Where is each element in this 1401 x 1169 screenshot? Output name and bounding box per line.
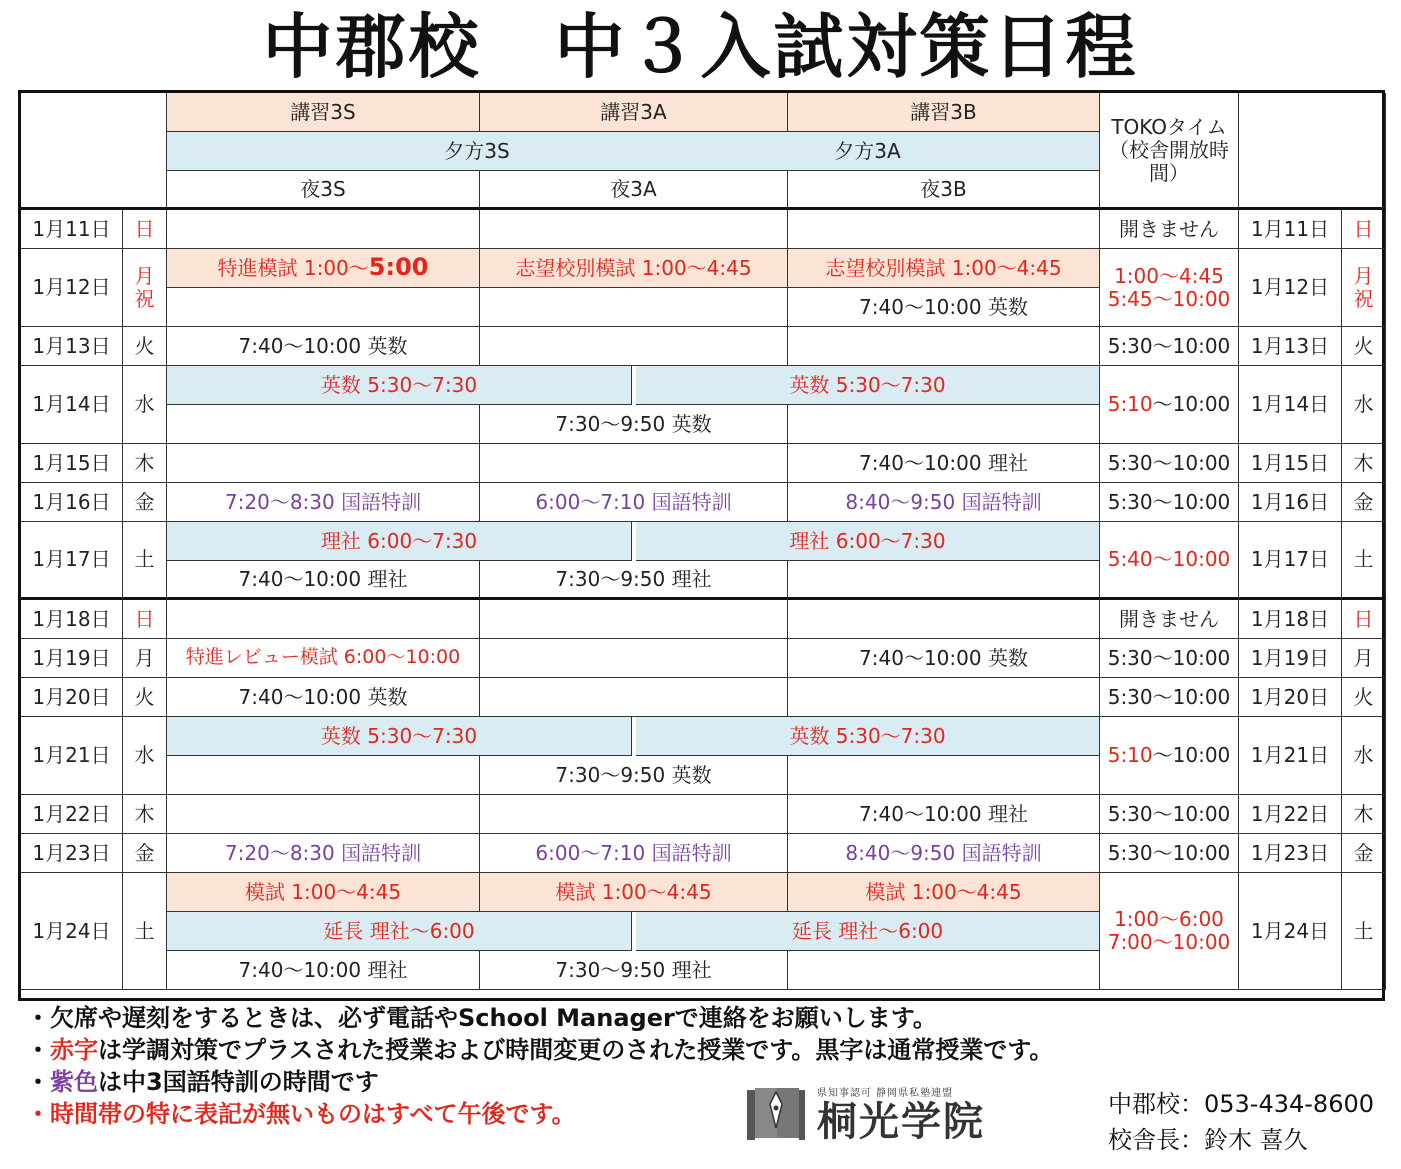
exam-cell: 模試 1:00〜4:45 [480, 873, 788, 912]
toko-cell: 5:30〜10:00 [1100, 327, 1239, 366]
empty-cell [788, 678, 1100, 717]
note-purple-text: は中3国語特訓の時間です [98, 1068, 379, 1096]
day-cell-right: 土 [1342, 522, 1386, 600]
logo-name: 桐光学院 [817, 1098, 985, 1145]
empty-cell [480, 639, 788, 678]
toko-cell: 5:30〜10:00 [1100, 834, 1239, 873]
toko-cell: 開きません [1100, 600, 1239, 639]
day-cell-right: 月祝 [1342, 249, 1386, 327]
exam-end-time: 5:00 [368, 253, 429, 282]
class-cell: 7:30〜9:50 理社 [480, 951, 788, 990]
empty-cell [480, 678, 788, 717]
empty-cell [788, 561, 1100, 600]
evening-cell: 理社 6:00〜7:30 [167, 522, 632, 561]
day-cell-right: 水 [1342, 366, 1386, 444]
toko-time-1: 1:00〜4:45 [1114, 263, 1224, 288]
day-cell-right: 火 [1342, 327, 1386, 366]
evening-cell: 英数 5:30〜7:30 [636, 366, 1100, 405]
evening-cell: 理社 6:00〜7:30 [636, 522, 1100, 561]
toko-cell [1100, 717, 1239, 795]
header-koshu3a: 講習3A [480, 93, 788, 132]
exam-cell: 志望校別模試 1:00〜4:45 [480, 249, 788, 288]
note-bullet: ・ [26, 1036, 50, 1064]
header-blank-left [21, 93, 167, 210]
header-yoru3a: 夜3A [480, 171, 788, 210]
empty-cell [480, 600, 788, 639]
date-cell-right: 1月17日 [1239, 522, 1342, 600]
empty-cell [788, 600, 1100, 639]
empty-cell [167, 756, 480, 795]
japanese-cell: 8:40〜9:50 国語特訓 [788, 483, 1100, 522]
empty-cell [167, 600, 480, 639]
exam-cell: 特進レビュー模試 6:00〜10:00 [167, 639, 480, 678]
page-title: 中郡校 中３入試対策日程 [262, 6, 1139, 88]
day-cell-right: 金 [1342, 483, 1386, 522]
day-cell: 火 [123, 327, 167, 366]
note-purple-word: 紫色 [50, 1068, 98, 1096]
class-cell: 7:40〜10:00 理社 [167, 561, 480, 600]
date-cell: 1月14日 [21, 366, 123, 444]
day-cell-right: 木 [1342, 444, 1386, 483]
japanese-cell: 7:20〜8:30 国語特訓 [167, 834, 480, 873]
day-cell: 月祝 [123, 249, 167, 327]
exam-cell: 模試 1:00〜4:45 [167, 873, 480, 912]
toko-time-red: 5:10 [1107, 392, 1153, 416]
day-cell: 金 [123, 483, 167, 522]
toko-time-2: 7:00〜10:00 [1107, 930, 1231, 954]
day-cell-right: 日 [1342, 210, 1386, 249]
date-cell: 1月15日 [21, 444, 123, 483]
day-cell: 木 [123, 444, 167, 483]
note-red-word: 赤字 [50, 1036, 98, 1064]
date-cell: 1月12日 [21, 249, 123, 327]
day-cell-right: 水 [1342, 717, 1386, 795]
header-yugata3s-label: 夕方3S [444, 138, 510, 163]
class-cell: 7:40〜10:00 英数 [167, 678, 480, 717]
exam-cell: 志望校別模試 1:00〜4:45 [788, 249, 1100, 288]
class-cell: 7:30〜9:50 理社 [480, 561, 788, 600]
header-yoru3b: 夜3B [788, 171, 1100, 210]
date-cell-right: 1月19日 [1239, 639, 1342, 678]
date-cell-right: 1月11日 [1239, 210, 1342, 249]
toko-cell [1100, 249, 1239, 327]
toko-cell: 5:30〜10:00 [1100, 795, 1239, 834]
class-cell: 7:40〜10:00 理社 [788, 795, 1100, 834]
empty-cell [167, 444, 480, 483]
empty-cell [480, 288, 788, 327]
empty-cell [788, 210, 1100, 249]
school-phone: 中郡校：053-434-8600 [1108, 1090, 1375, 1118]
empty-cell [788, 405, 1100, 444]
date-cell-right: 1月13日 [1239, 327, 1342, 366]
class-cell: 7:40〜10:00 英数 [167, 327, 480, 366]
japanese-cell: 6:00〜7:10 国語特訓 [480, 834, 788, 873]
empty-cell [167, 288, 480, 327]
date-cell-right: 1月12日 [1239, 249, 1342, 327]
empty-cell [480, 795, 788, 834]
date-cell-right: 1月15日 [1239, 444, 1342, 483]
toko-time-2: 5:45〜10:00 [1107, 286, 1231, 311]
evening-cell: 英数 5:30〜7:30 [167, 717, 632, 756]
day-cell-right: 土 [1342, 873, 1386, 990]
japanese-cell: 8:40〜9:50 国語特訓 [788, 834, 1100, 873]
note-afternoon: ・時間帯の特に表記が無いものはすべて午後です。 [26, 1100, 576, 1128]
japanese-cell: 6:00〜7:10 国語特訓 [480, 483, 788, 522]
day-cell: 日 [123, 600, 167, 639]
header-yugata3a [636, 132, 1100, 171]
toko-cell [1100, 873, 1239, 990]
date-cell: 1月18日 [21, 600, 123, 639]
toko-cell: 開きません [1100, 210, 1239, 249]
class-cell: 7:40〜10:00 理社 [788, 444, 1100, 483]
date-cell: 1月16日 [21, 483, 123, 522]
header-koshu3s: 講習3S [167, 93, 480, 132]
contact-info [1108, 1086, 1374, 1158]
date-cell: 1月20日 [21, 678, 123, 717]
exam-cell: 模試 1:00〜4:45 [788, 873, 1100, 912]
date-cell-right: 1月16日 [1239, 483, 1342, 522]
empty-cell [167, 210, 480, 249]
day-cell: 金 [123, 834, 167, 873]
header-toko: TOKOタイム（校舎開放時間） [1100, 93, 1239, 210]
date-cell: 1月24日 [21, 873, 123, 990]
book-pen-icon [745, 1084, 807, 1144]
japanese-cell: 7:20〜8:30 国語特訓 [167, 483, 480, 522]
toko-cell: 5:40〜10:00 [1100, 522, 1239, 600]
class-cell: 7:30〜9:50 英数 [480, 756, 788, 795]
extension-cell: 延長 理社〜6:00 [636, 912, 1100, 951]
empty-cell [480, 327, 788, 366]
toko-cell: 5:30〜10:00 [1100, 639, 1239, 678]
evening-cell: 英数 5:30〜7:30 [167, 366, 632, 405]
toko-cell: 5:30〜10:00 [1100, 483, 1239, 522]
header-yugata3a-label: 夕方3A [834, 138, 901, 163]
header-koshu3b: 講習3B [788, 93, 1100, 132]
day-cell: 月 [123, 639, 167, 678]
day-cell-right: 日 [1342, 600, 1386, 639]
date-cell-right: 1月21日 [1239, 717, 1342, 795]
day-cell-right: 木 [1342, 795, 1386, 834]
date-cell: 1月19日 [21, 639, 123, 678]
note-red-text: は学調対策でプラスされた授業および時間変更のされた授業です。黒字は通常授業です。 [98, 1036, 1054, 1064]
date-cell-right: 1月18日 [1239, 600, 1342, 639]
date-cell-right: 1月14日 [1239, 366, 1342, 444]
header-blank-right [1239, 93, 1386, 210]
empty-cell [480, 444, 788, 483]
toko-cell: 5:30〜10:00 [1100, 444, 1239, 483]
date-cell: 1月11日 [21, 210, 123, 249]
toko-cell: 5:30〜10:00 [1100, 678, 1239, 717]
empty-cell [167, 795, 480, 834]
day-cell: 水 [123, 717, 167, 795]
class-cell: 7:40〜10:00 理社 [167, 951, 480, 990]
date-cell: 1月13日 [21, 327, 123, 366]
date-cell: 1月23日 [21, 834, 123, 873]
evening-cell: 英数 5:30〜7:30 [636, 717, 1100, 756]
principal-name: 校舎長：鈴木 喜久 [1108, 1126, 1308, 1154]
date-cell: 1月17日 [21, 522, 123, 600]
toko-time-rest: 〜10:00 [1152, 392, 1231, 416]
day-cell: 火 [123, 678, 167, 717]
class-cell: 7:40〜10:00 英数 [788, 639, 1100, 678]
note-contact: ・欠席や遅刻をするときは、必ず電話やSchool Managerで連絡をお願いします。 [26, 1004, 937, 1032]
toko-cell [1100, 366, 1239, 444]
date-cell-right: 1月24日 [1239, 873, 1342, 990]
header-yoru3s: 夜3S [167, 171, 480, 210]
day-cell: 土 [123, 873, 167, 990]
logo-accreditation: 県知事認可 静岡県私塾連盟 [817, 1087, 954, 1099]
day-cell-right: 火 [1342, 678, 1386, 717]
day-cell: 土 [123, 522, 167, 600]
school-logo [745, 1082, 985, 1146]
date-cell-right: 1月23日 [1239, 834, 1342, 873]
toko-time-rest: 〜10:00 [1152, 743, 1231, 767]
schedule-table [18, 90, 1385, 1001]
date-cell: 1月21日 [21, 717, 123, 795]
note-red [26, 1034, 1053, 1066]
date-cell-right: 1月20日 [1239, 678, 1342, 717]
extension-cell: 延長 理社〜6:00 [167, 912, 632, 951]
empty-cell [480, 210, 788, 249]
exam-label: 特進模試 1:00〜 [217, 255, 369, 280]
empty-cell [788, 951, 1100, 990]
empty-cell [788, 327, 1100, 366]
day-cell-right: 月 [1342, 639, 1386, 678]
day-cell: 木 [123, 795, 167, 834]
empty-cell [788, 756, 1100, 795]
note-bullet: ・ [26, 1068, 50, 1096]
class-cell: 7:40〜10:00 英数 [788, 288, 1100, 327]
date-cell: 1月22日 [21, 795, 123, 834]
toko-time-red: 5:10 [1107, 743, 1153, 767]
toko-time-1: 1:00〜6:00 [1114, 907, 1224, 931]
class-cell: 7:30〜9:50 英数 [480, 405, 788, 444]
date-cell-right: 1月22日 [1239, 795, 1342, 834]
day-cell-right: 金 [1342, 834, 1386, 873]
exam-cell [167, 249, 480, 288]
day-cell: 日 [123, 210, 167, 249]
logo-text [817, 1084, 985, 1145]
empty-cell [167, 405, 480, 444]
day-cell: 水 [123, 366, 167, 444]
